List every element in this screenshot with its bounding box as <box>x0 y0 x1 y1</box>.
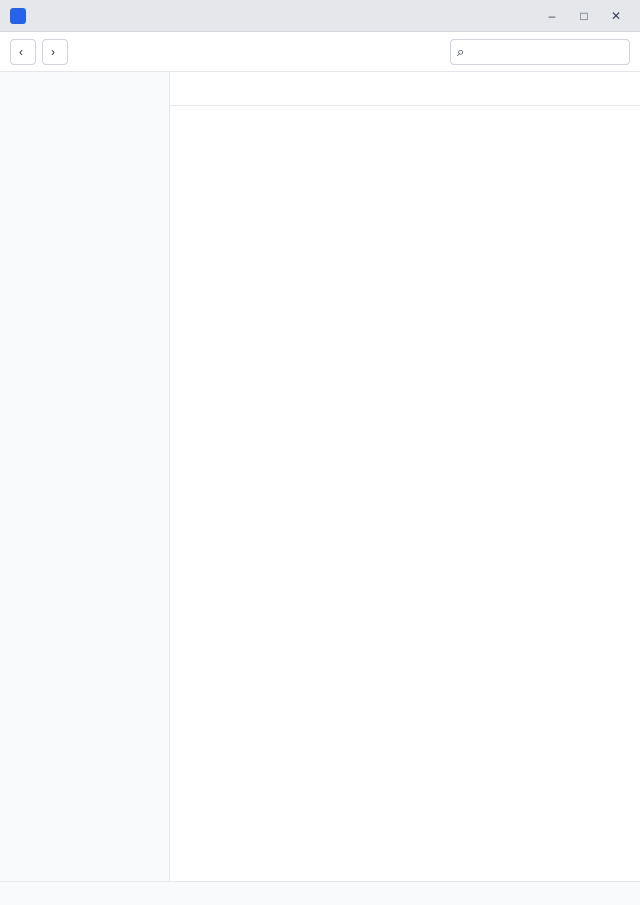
sidebar <box>0 72 170 881</box>
tab-bar <box>170 72 640 106</box>
maximize-icon[interactable]: □ <box>580 8 588 23</box>
body <box>0 72 640 881</box>
forward-button[interactable] <box>42 39 68 65</box>
title-bar <box>0 0 640 32</box>
status-bar <box>0 881 640 905</box>
sidebar-heading <box>0 80 169 92</box>
close-icon[interactable]: ✕ <box>610 8 622 23</box>
chevron-left-icon: ‹ <box>19 44 23 59</box>
toolbar <box>0 32 640 72</box>
search-box <box>450 39 630 65</box>
main-panel <box>170 72 640 881</box>
chevron-right-icon: › <box>51 44 55 59</box>
content <box>170 106 640 881</box>
minimize-icon[interactable]: – <box>548 8 556 23</box>
search-input[interactable] <box>468 45 623 59</box>
window-controls <box>538 5 630 27</box>
back-button[interactable] <box>10 39 36 65</box>
app-icon <box>10 8 26 24</box>
search-icon: ⌕ <box>457 43 465 59</box>
